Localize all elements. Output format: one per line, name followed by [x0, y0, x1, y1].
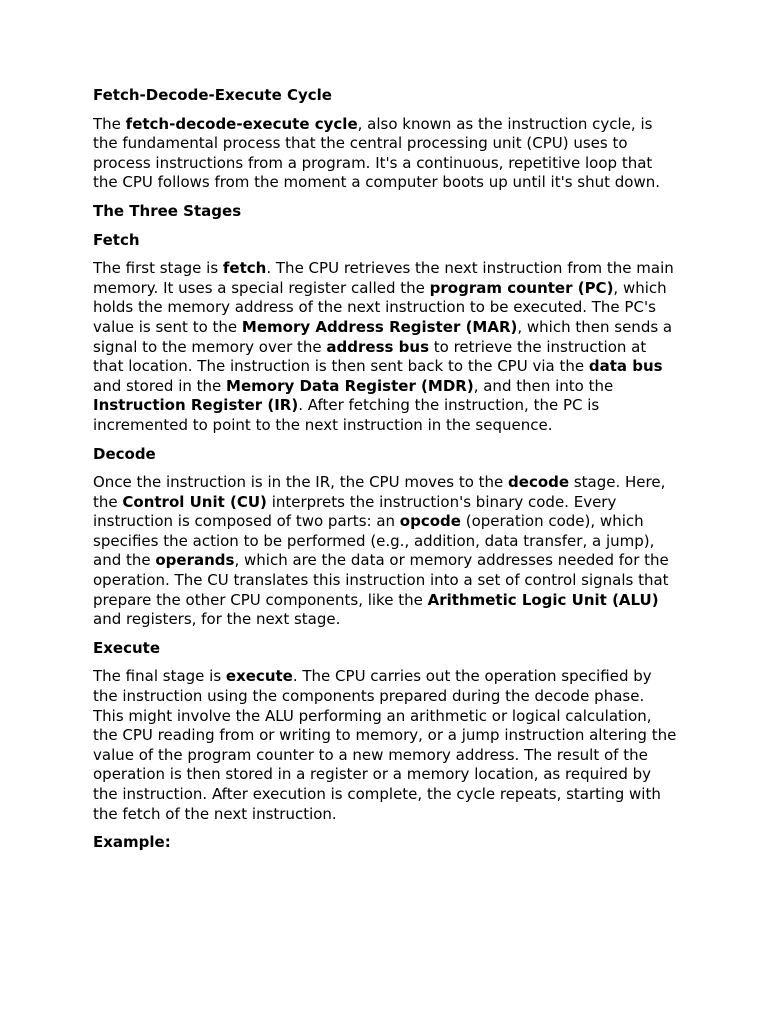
bold-term: Control Unit (CU): [122, 492, 267, 511]
bold-term: operands: [155, 551, 235, 570]
bold-term: Arithmetic Logic Unit (ALU): [427, 590, 659, 609]
bold-term: Memory Address Register (MAR): [241, 317, 518, 336]
bold-term: program counter (PC): [429, 278, 614, 297]
bold-term: Instruction Register (IR): [93, 396, 299, 415]
decode-paragraph: Once the instruction is in the IR, the CPU moves to the decode stage. Here, the Control Unit (CU) interprets the instruction's binary code. Every instruction is composed of two parts: an opcode (operation code), which specifies the action to be performed (e.g., addition, data transfer, a jump), and the operands, which are the data or memory addresses needed for the operation. The CU translates this instruction into a set of control signals that prepare the other CPU components, like the Arithmetic Logic Unit (ALU) and registers, for the next stage.: [93, 473, 669, 629]
execute-paragraph: The final stage is execute. The CPU carries out the operation specified by the instruction using the components prepared during the decode phase. This might involve the ALU performing an arithmetic or logical calculation, the CPU reading from or writing to memory, or a jump instruction altering the value of the program counter to a new memory address. The result of the operation is then stored in a register or a memory location, as required by the instruction. After execution is complete, the cycle repeats, starting with the fetch of the next instruction.: [93, 667, 677, 823]
bold-term: address bus: [326, 337, 429, 356]
fetch-paragraph: The first stage is fetch. The CPU retrieves the next instruction from the main memory. It uses a special register called the program counter (PC), which holds the memory address of the next instruction to be executed. The PC's value is sent to the Memory Address Register (MAR), which then sends a signal to the memory over the address bus to retrieve the instruction at that location. The instruction is then sent back to the CPU via the data bus and stored in the Memory Data Register (MDR), and then into the Instruction Register (IR). After fetching the instruction, the PC is incremented to point to the next instruction in the sequence.: [93, 259, 674, 434]
bold-term: execute: [225, 667, 293, 686]
stages-heading: The Three Stages: [93, 201, 242, 220]
bold-term: fetch: [222, 259, 267, 278]
execute-heading: Execute: [93, 638, 161, 657]
bold-term: decode: [508, 473, 570, 492]
intro-paragraph: The fetch-decode-execute cycle, also known as the instruction cycle, is the fundamental process that the central processing unit (CPU) uses to process instructions from a program. It's a continuous, repetitive loop that the CPU follows from the moment a computer boots up until it's shut down.: [93, 114, 660, 192]
fetch-heading: Fetch: [93, 230, 140, 249]
document-page: [93, 86, 678, 862]
decode-heading: Decode: [93, 444, 156, 463]
example-heading: Example:: [93, 833, 171, 852]
bold-term: Memory Data Register (MDR): [226, 376, 474, 395]
bold-term: opcode: [399, 512, 461, 531]
document-title: Fetch-Decode-Execute Cycle: [93, 86, 332, 104]
bold-term: data bus: [588, 357, 663, 376]
bold-term: fetch-decode-execute cycle: [125, 114, 358, 133]
